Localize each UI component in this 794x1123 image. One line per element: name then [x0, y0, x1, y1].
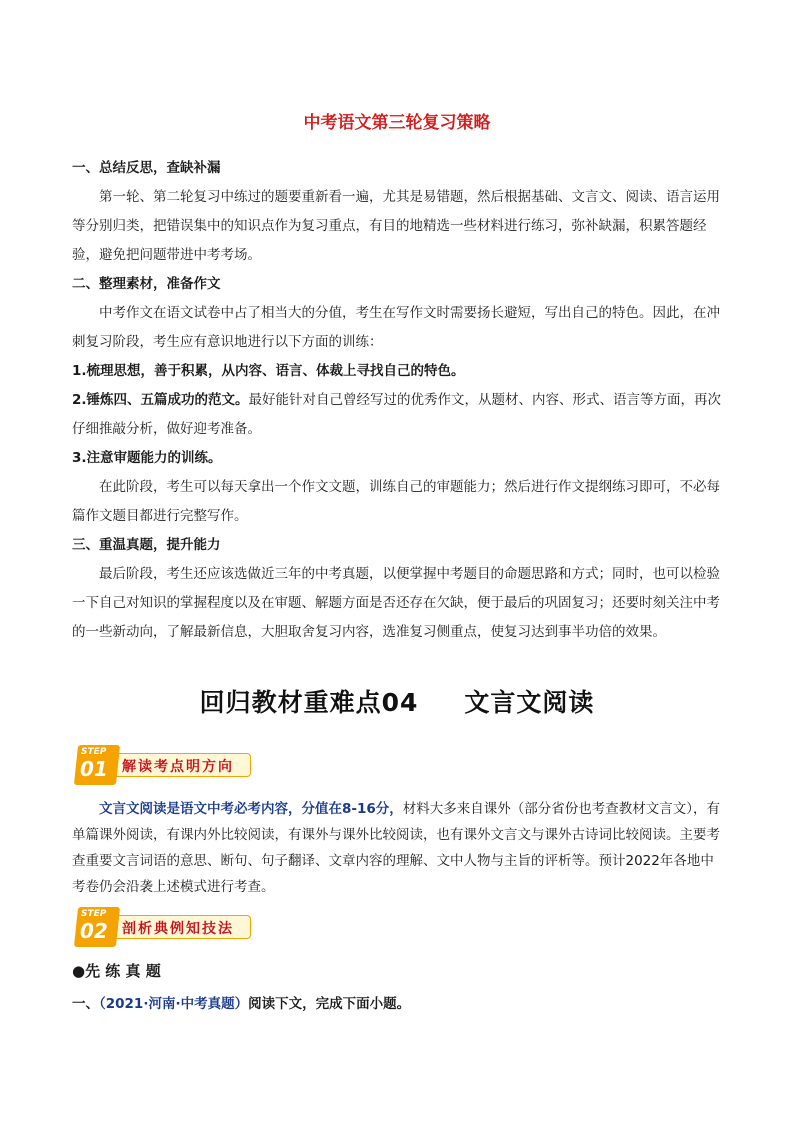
section-3-paragraph: 最后阶段，考生还应该选做近三年的中考真题，以便掌握中考题目的命题思路和方式；同时，也可以检验一下自己对知识的掌握程度以及在审题、解题方面是否还存在欠缺，便于最后的巩固复习；还要时刻关注中考的一些新动向，了解最新信息，大胆取舍复习内容，选准复习侧重点，使复习达到事半功倍的效果。: [72, 566, 720, 640]
step-02-label: STEP: [81, 909, 107, 919]
section-2-paragraph: 中考作文在语文试卷中占了相当大的分值，考生在写作文时需要扬长避短，写出自己的特色。因此，在冲刺复习阶段，考生应有意识地进行以下方面的训练：: [72, 305, 720, 350]
question-source: （2021·河南·中考真题）: [99, 996, 249, 1012]
section-title-right: 文言文阅读: [464, 688, 595, 717]
step-01-ribbon: [114, 753, 251, 777]
section-2-item-3-paragraph: 在此阶段，考生可以每天拿出一个作文文题，训练自己的审题能力；然后进行作文提纲练习即可，不必每篇作文题目都进行完整写作。: [72, 479, 720, 524]
step-01-number: 01: [80, 757, 108, 781]
question-prefix: 一、: [72, 996, 99, 1012]
step-02-number: 02: [80, 919, 108, 943]
section-title: [0, 683, 794, 719]
item-2-rest: 最好能针对自己曾经写过的优秀作文，从题材、内容、形式、语言等方面，再次仔细推敲分析，做好迎考准备。: [72, 392, 722, 437]
step-01-banner: [72, 745, 262, 787]
intro-bold: 文言文阅读是语文中考必考内容，分值在8-16分，: [99, 801, 403, 817]
section-2-item-2: [72, 386, 724, 444]
question-instruction: 阅读下文，完成下面小题。: [248, 996, 411, 1012]
step-01-label: STEP: [81, 747, 107, 757]
section-1-heading: 一、总结反思，查缺补漏: [72, 160, 221, 176]
intro-paragraph: [72, 796, 724, 900]
section-2-heading: 二、整理素材，准备作文: [72, 276, 221, 292]
section-2-item-1: 1.梳理思想，善于积累，从内容、语言、体裁上寻找自己的特色。: [72, 363, 465, 379]
page-title: 中考语文第三轮复习策略: [303, 113, 491, 133]
step-02-ribbon: [114, 915, 251, 939]
step-02-text: 剖析典例知技法: [122, 921, 234, 937]
practice-heading: ●先 练 真 题: [72, 962, 161, 980]
question-line: [72, 992, 410, 1012]
intro-rest: 材料大多来自课外（部分省份也考查教材文言文），有单篇课外阅读，有课内外比较阅读，有课外与课外比较阅读，也有课外文言文与课外古诗词比较阅读。主要考查重要文言词语的意思、断句、句子翻译、文章内容的理解、文中人物与主旨的评析等。预计2022年各地中考卷仍会沿袭上述模式进行考查。: [72, 801, 721, 895]
section-title-left: 回归教材重难点04: [199, 688, 419, 717]
step-02-banner: [72, 907, 262, 949]
section-1-paragraph: 第一轮、第二轮复习中练过的题要重新看一遍，尤其是易错题，然后根据基础、文言文、阅读、语言运用等分别归类，把错误集中的知识点作为复习重点，有目的地精选一些材料进行练习，弥补缺漏，积累答题经验，避免把问题带进中考考场。: [72, 189, 720, 263]
section-2-item-3: 3.注意审题能力的训练。: [72, 450, 222, 466]
item-2-bold: 2.锤炼四、五篇成功的范文。: [72, 392, 249, 408]
section-3-heading: 三、重温真题，提升能力: [72, 537, 221, 553]
step-01-text: 解读考点明方向: [122, 759, 234, 775]
